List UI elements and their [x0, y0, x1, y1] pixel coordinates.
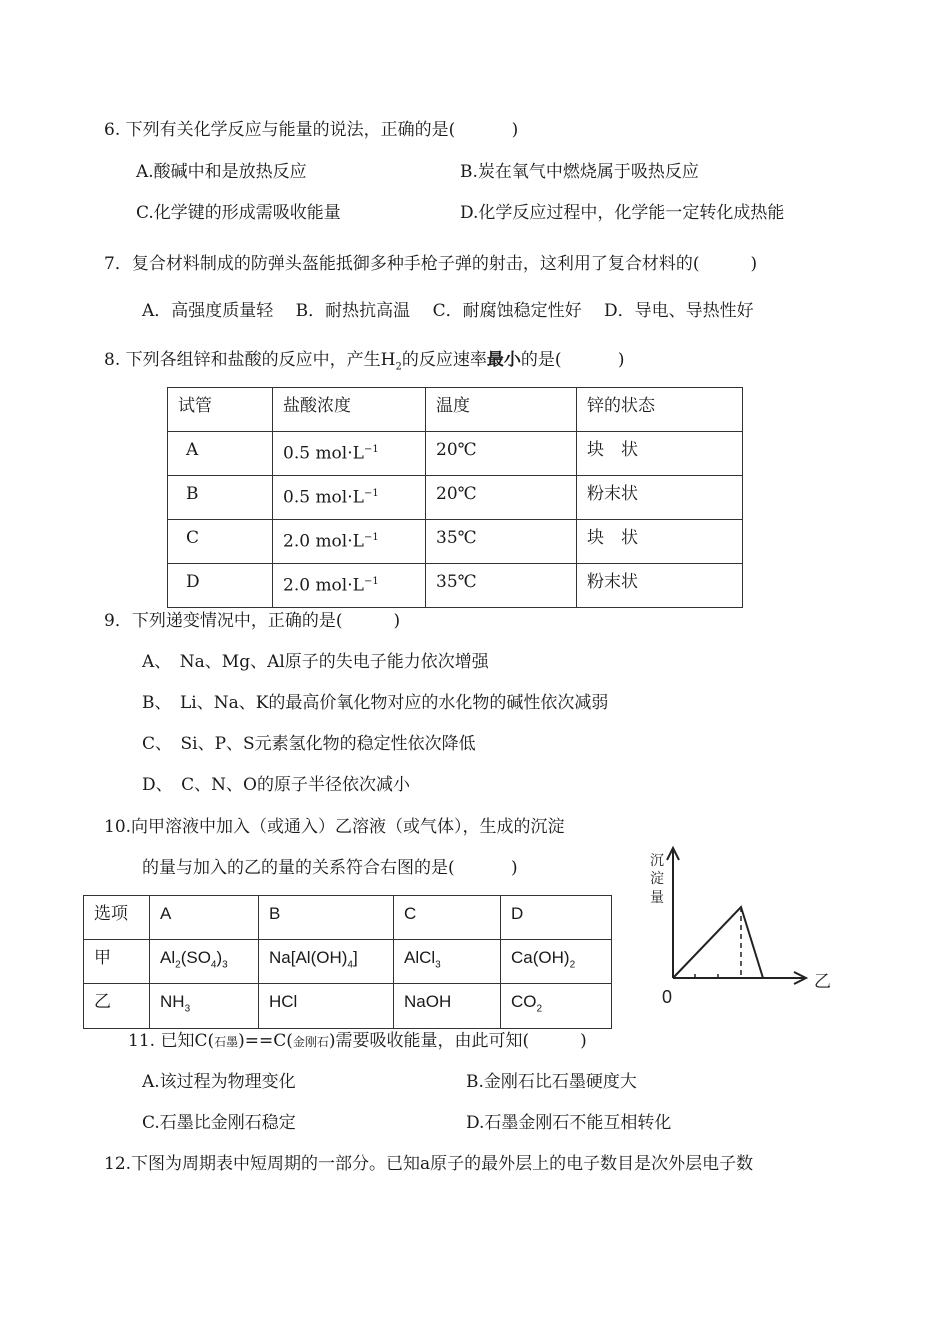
q10-graph — [640, 840, 840, 1010]
y-label-1: 沉 — [650, 852, 664, 868]
q11-option-a: A.该过程为物理变化 — [142, 1072, 296, 1092]
precipitate-curve — [673, 907, 763, 978]
table-cell: $Na[Al(OH)_4]$ — [259, 940, 394, 984]
q9-option-d: D、 C、N、O的原子半径依次减小 — [142, 775, 410, 795]
q9-option-c: C、 Si、P、S元素氢化物的稳定性依次降低 — [142, 734, 476, 754]
table-cell: 35℃ — [426, 564, 577, 608]
table-cell: $CO_2$ — [501, 984, 612, 1028]
table-header-cell: 温度 — [426, 388, 577, 432]
table-cell: 0.5 $mol\cdot L^{-1}$ — [273, 476, 426, 520]
table-cell: NaOH — [394, 984, 501, 1028]
table-cell: AlCl$_3$ — [394, 940, 501, 984]
q9-stem: 9．下列递变情况中，正确的是( ) — [104, 611, 401, 631]
table-cell: A — [168, 432, 273, 476]
table-row — [168, 564, 743, 608]
table-cell: 粉末状 — [577, 476, 743, 520]
table-cell: 20℃ — [426, 432, 577, 476]
y-label-2: 淀 — [650, 870, 664, 886]
q9-option-b: B、 Li、Na、K的最高价氧化物对应的水化物的碱性依次减弱 — [142, 693, 609, 713]
q11-stem: 11. 已知C(石墨)==C(金刚石)需要吸收能量，由此可知( ) — [128, 1031, 587, 1051]
table-header-cell: C — [394, 896, 501, 940]
table-row — [168, 520, 743, 564]
q7-stem: 7．复合材料制成的防弹头盔能抵御多种手枪子弹的射击，这利用了复合材料的( ) — [104, 254, 758, 274]
q10-stem-line1: 10.向甲溶液中加入（或通入）乙溶液（或气体），生成的沉淀 — [104, 817, 565, 837]
table-cell: 甲 — [84, 940, 150, 984]
table-cell: 乙 — [84, 984, 150, 1028]
q9-option-a: A、 Na、Mg、Al原子的失电子能力依次增强 — [142, 652, 489, 672]
q12-stem: 12.下图为周期表中短周期的一部分。已知a原子的最外层上的电子数目是次外层电子数 — [104, 1154, 754, 1174]
q11-option-b: B.金刚石比石墨硬度大 — [466, 1072, 637, 1092]
origin-label: 0 — [662, 987, 673, 1007]
x-label: 乙 — [814, 972, 831, 992]
table-cell: HCl — [259, 984, 394, 1028]
q8-stem: 8. 下列各组锌和盐酸的反应中，产生$H_2$的反应速率最小的是( ) — [104, 350, 625, 373]
table-row — [84, 940, 612, 984]
table-cell: $Ca(OH)_2$ — [501, 940, 612, 984]
table-cell: 2.0 $mol\cdot L^{-1}$ — [273, 520, 426, 564]
q8-table — [167, 387, 743, 608]
table-cell: $Al_2(SO_4)_3$ — [150, 940, 259, 984]
table-cell: C — [168, 520, 273, 564]
q6-option-a: A.酸碱中和是放热反应 — [136, 162, 307, 182]
table-cell: 粉末状 — [577, 564, 743, 608]
table-header-cell: 锌的状态 — [577, 388, 743, 432]
table-header-cell: 选项 — [84, 896, 150, 940]
table-header-cell: B — [259, 896, 394, 940]
q10-stem-line2: 的量与加入的乙的量的关系符合右图的是( ) — [142, 858, 518, 878]
q6-option-b: B.炭在氧气中燃烧属于吸热反应 — [460, 162, 699, 182]
table-cell: 块 状 — [577, 432, 743, 476]
q6-stem: 6. 下列有关化学反应与能量的说法，正确的是( ) — [104, 120, 519, 140]
q7-options: A．高强度质量轻 B．耐热抗高温 C．耐腐蚀稳定性好 D．导电、导热性好 — [142, 301, 754, 321]
table-row — [84, 984, 612, 1028]
q11-option-c: C.石墨比金刚石稳定 — [142, 1113, 296, 1133]
q10-table — [83, 895, 612, 1029]
table-cell: B — [168, 476, 273, 520]
table-header-cell: 盐酸浓度 — [273, 388, 426, 432]
q6-option-d: D.化学反应过程中，化学能一定转化成热能 — [460, 203, 785, 223]
table-cell: 2.0 $mol\cdot L^{-1}$ — [273, 564, 426, 608]
table-cell: 块 状 — [577, 520, 743, 564]
table-header-cell: 试管 — [168, 388, 273, 432]
table-header-cell: D — [501, 896, 612, 940]
table-cell: $NH_3$ — [150, 984, 259, 1028]
table-cell: 35℃ — [426, 520, 577, 564]
table-header-row — [84, 896, 612, 940]
q6-option-c: C.化学键的形成需吸收能量 — [136, 203, 341, 223]
table-row — [168, 432, 743, 476]
table-cell: D — [168, 564, 273, 608]
table-header-row — [168, 388, 743, 432]
table-header-cell: A — [150, 896, 259, 940]
q11-option-d: D.石墨金刚石不能互相转化 — [466, 1113, 672, 1133]
table-cell: 20℃ — [426, 476, 577, 520]
y-label-3: 量 — [650, 889, 664, 905]
table-cell: 0.5 $mol\cdot L^{-1}$ — [273, 432, 426, 476]
table-row — [168, 476, 743, 520]
